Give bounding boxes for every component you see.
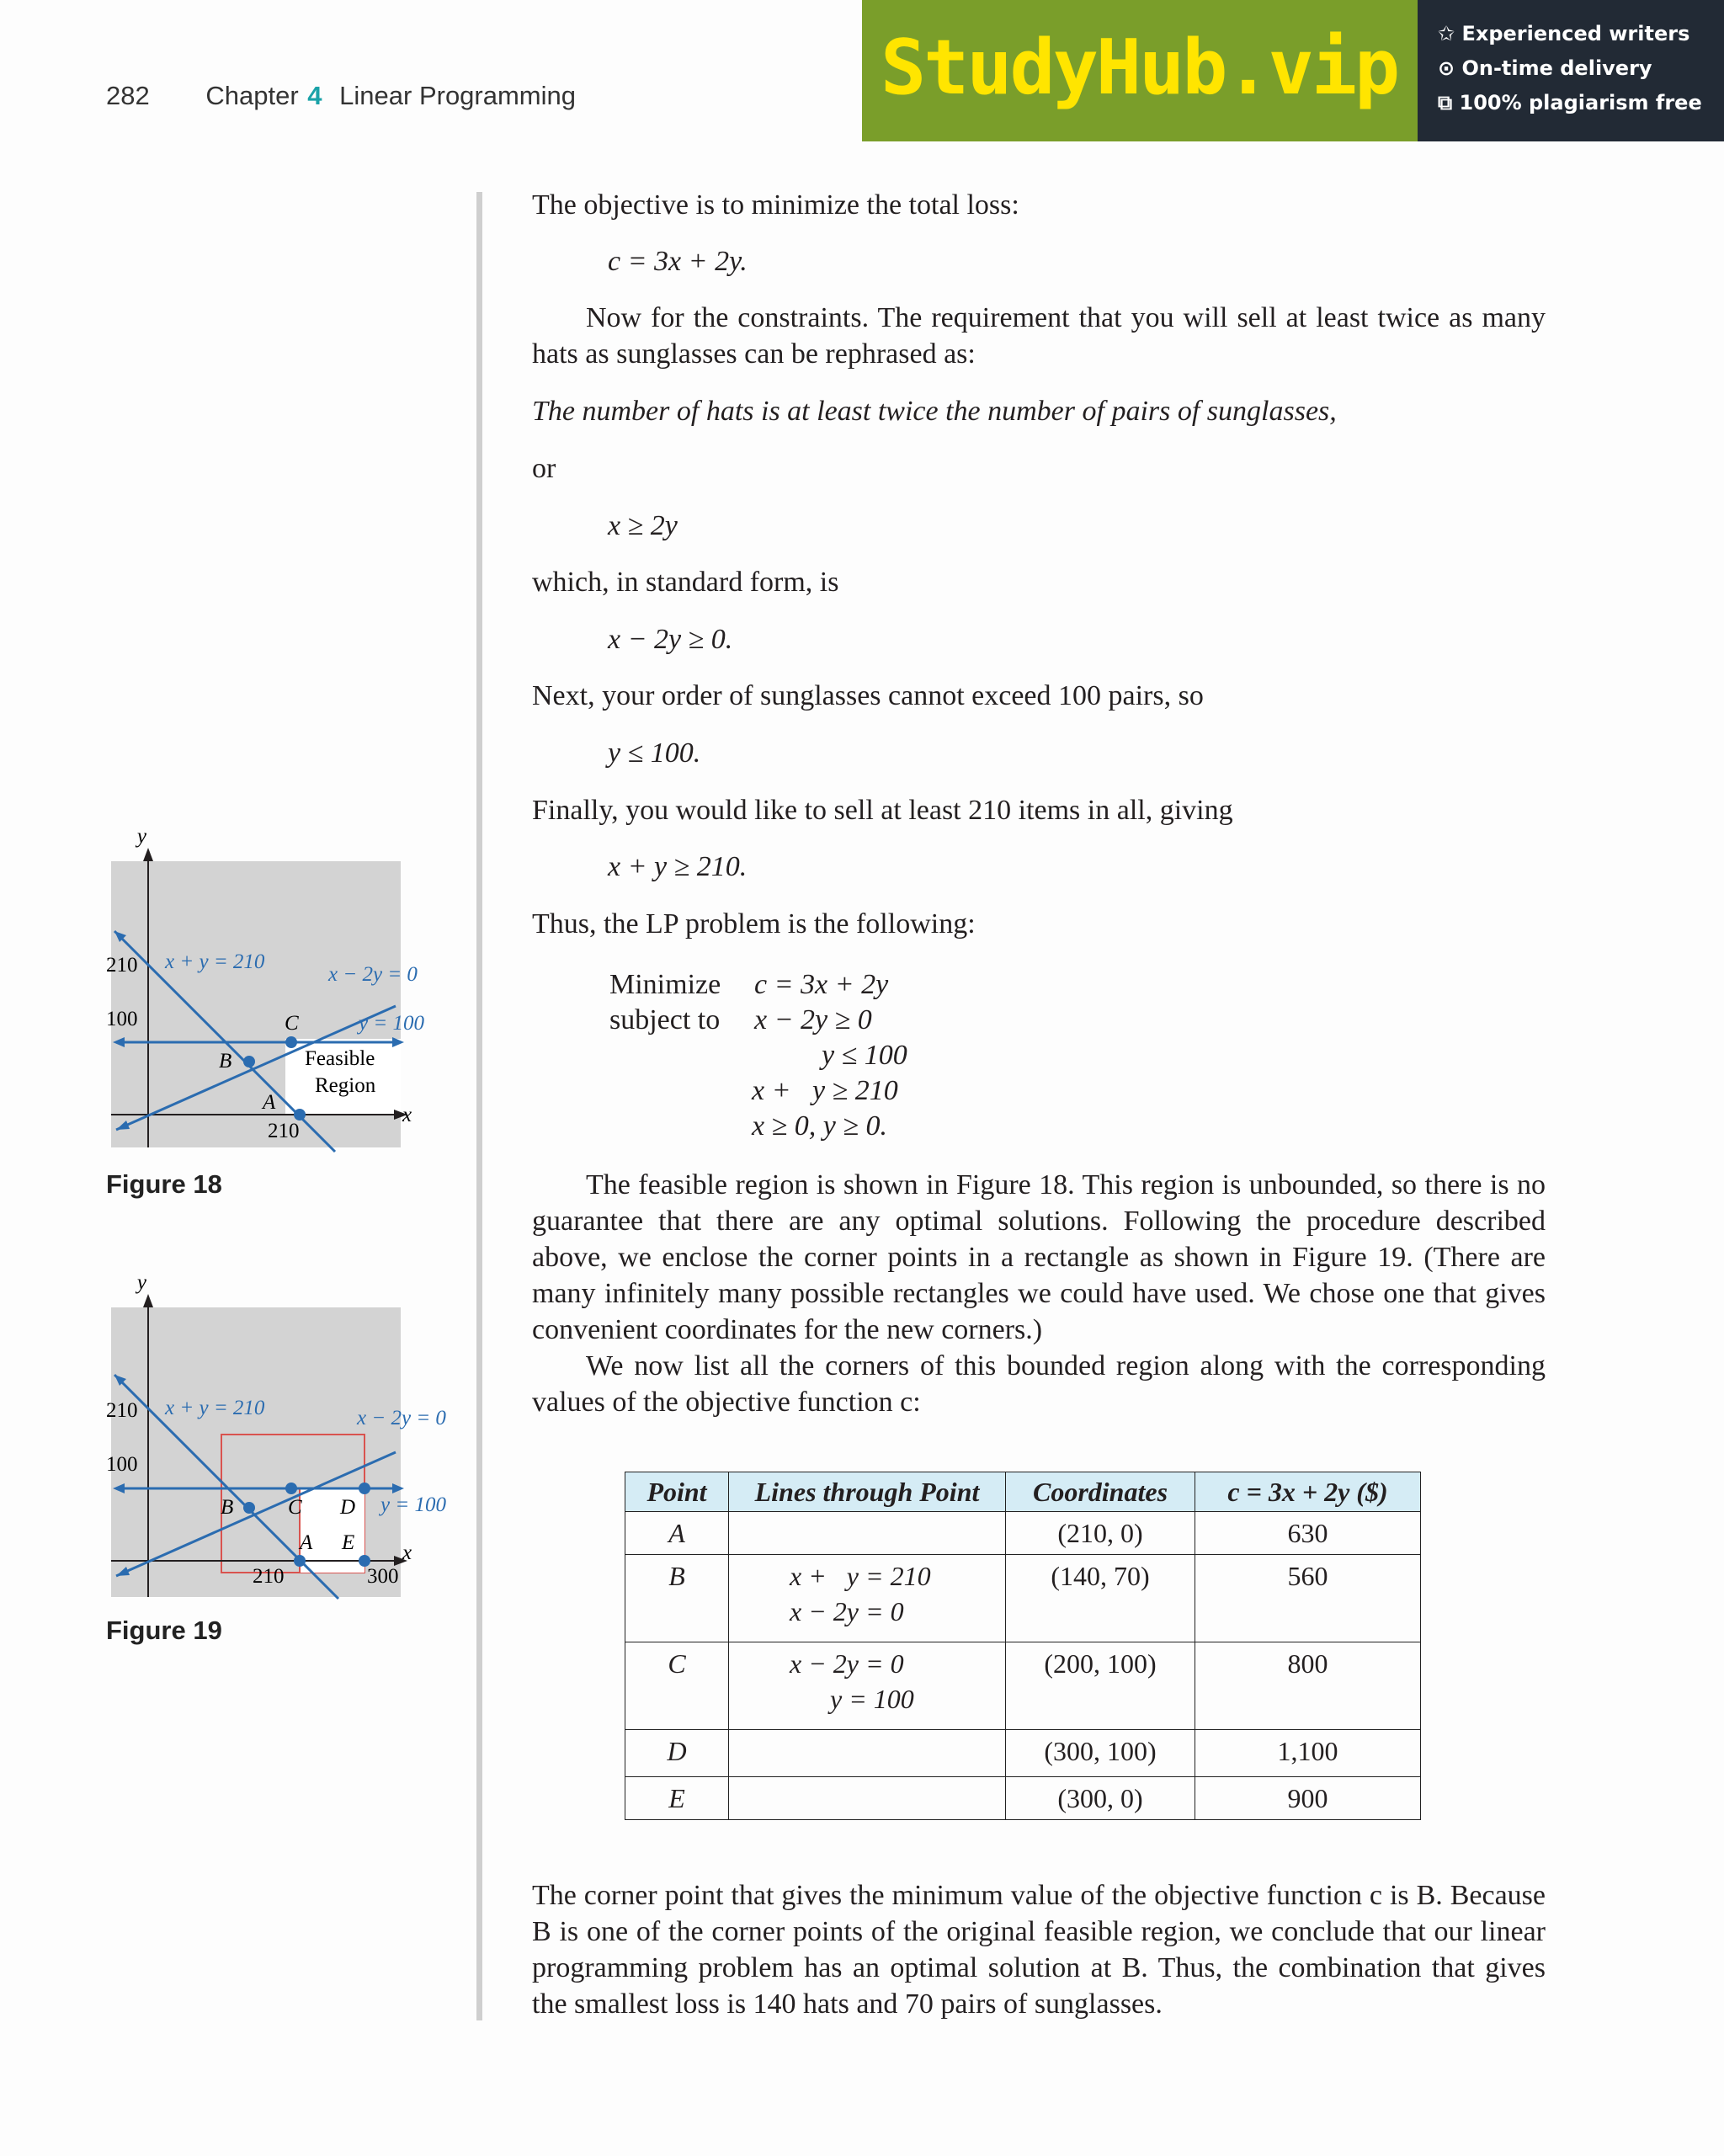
figure-19-graph	[101, 1275, 488, 1612]
chapter-number: 4	[307, 81, 322, 110]
table-row	[625, 1512, 1421, 1555]
lp-constraint-2: y ≤ 100	[822, 1040, 907, 1071]
para-feasible-region: The feasible region is shown in Figure 18. This region is unbounded, so there is no guarantee that there are any optimal solutions. Following the procedure described above, we enclose the corner points in a rectangle as shown in Figure 19. (There are many infinitely many possible rectangles we could have used. We chose one that gives convenient coordinates for the new corners.)	[532, 1169, 1546, 1345]
label-a: A	[300, 1531, 313, 1554]
point-c	[285, 1483, 297, 1494]
y-axis-arrow	[143, 1294, 153, 1307]
lp-subject-to: subject to	[609, 1004, 721, 1035]
banner-feature-delivery: ⊙ On-time delivery	[1438, 56, 1652, 80]
para-constraints: Now for the constraints. The requirement that you will sell at least twice as many hats as sunglasses can be rephrased as:	[532, 302, 1546, 370]
chapter-title: Linear Programming	[339, 81, 577, 110]
banner-brand[interactable]: StudyHub.vip	[881, 24, 1398, 112]
label-region: Region	[315, 1074, 376, 1097]
tick-210-x: 210	[253, 1565, 285, 1588]
running-header	[106, 81, 576, 111]
table-row	[625, 1642, 1421, 1730]
th-coordinates: Coordinates	[1006, 1472, 1195, 1512]
cell-point: C	[625, 1642, 729, 1730]
chapter-label: Chapter	[205, 81, 299, 110]
label-line1: x + y = 210	[165, 1397, 265, 1419]
label-line1: x + y = 210	[165, 950, 265, 973]
cell-point: A	[625, 1512, 729, 1555]
label-line2: x − 2y = 0	[328, 963, 418, 986]
axis-y-label: y	[136, 829, 146, 848]
page-number: 282	[106, 81, 150, 110]
cell-coords: (200, 100)	[1006, 1642, 1195, 1730]
point-b	[243, 1056, 255, 1067]
tick-210-x: 210	[268, 1120, 300, 1142]
figure-18-caption: Figure 18	[106, 1169, 222, 1199]
label-a: A	[263, 1091, 276, 1114]
cell-c: 1,100	[1195, 1730, 1421, 1777]
cell-line-1: x + y = 210	[790, 1561, 931, 1591]
cell-c: 900	[1195, 1777, 1421, 1820]
eq-x-ge-2y: x ≥ 2y	[608, 510, 678, 541]
table-row	[625, 1777, 1421, 1820]
cell-lines	[729, 1555, 1006, 1642]
lp-objective: c = 3x + 2y	[754, 969, 889, 1000]
cell-lines	[729, 1642, 1006, 1730]
cell-c: 800	[1195, 1642, 1421, 1730]
para-objective: The objective is to minimize the total loss:	[532, 189, 1019, 221]
axis-x-label: x	[402, 1104, 412, 1126]
point-d	[359, 1483, 370, 1494]
eq-standard: x − 2y ≥ 0.	[608, 624, 733, 655]
cell-lines	[729, 1777, 1006, 1820]
axis-y-label: y	[136, 1275, 146, 1294]
lp-constraint-4: x ≥ 0, y ≥ 0.	[752, 1110, 888, 1142]
para-or: or	[532, 453, 556, 484]
studyhub-banner[interactable]	[862, 0, 1724, 141]
label-feasible: Feasible	[305, 1047, 375, 1070]
label-e: E	[342, 1531, 355, 1554]
cell-line-2: y = 100	[790, 1684, 914, 1714]
label-d: D	[340, 1496, 356, 1519]
th-point: Point	[625, 1472, 729, 1512]
label-line3: y = 100	[359, 1012, 424, 1035]
cell-coords: (300, 0)	[1006, 1777, 1195, 1820]
point-a	[294, 1555, 306, 1567]
table-row	[625, 1555, 1421, 1642]
point-a	[294, 1109, 306, 1121]
cell-lines	[729, 1730, 1006, 1777]
label-b: B	[221, 1496, 234, 1519]
cell-lines	[729, 1512, 1006, 1555]
lp-constraint-1: x − 2y ≥ 0	[754, 1004, 872, 1035]
table-header-row	[625, 1472, 1421, 1512]
tick-100-y: 100	[106, 1008, 138, 1030]
figure-18-graph	[101, 829, 488, 1158]
label-c: C	[285, 1012, 299, 1035]
cell-coords: (140, 70)	[1006, 1555, 1195, 1642]
tick-300-x: 300	[367, 1565, 399, 1588]
eq-y-le-100: y ≤ 100.	[608, 737, 701, 769]
para-hats-statement: The number of hats is at least twice the number of pairs of sunglasses,	[532, 396, 1337, 427]
eq-x-plus-y: x + y ≥ 210.	[608, 851, 748, 882]
label-line2: x − 2y = 0	[357, 1407, 446, 1429]
cell-point: B	[625, 1555, 729, 1642]
figure-19-caption: Figure 19	[106, 1616, 222, 1645]
para-conclusion: The corner point that gives the minimum value of the objective function c is B. Because B is one of the corner points of the original feasible region, we conclude that our linear programming problem has an optimal solution at B. Thus, the combination that gives the smallest loss is 140 hats and 70 pairs of sunglasses.	[532, 1880, 1546, 2020]
cell-line-2: x − 2y = 0	[790, 1596, 904, 1626]
th-objective: c = 3x + 2y ($)	[1195, 1472, 1421, 1512]
banner-feature-plagiarism: ⧉ 100% plagiarism free	[1438, 91, 1702, 114]
label-line3: y = 100	[380, 1493, 446, 1516]
lp-constraint-3: x + y ≥ 210	[752, 1075, 898, 1106]
th-lines: Lines through Point	[729, 1472, 1006, 1512]
para-standard-form: which, in standard form, is	[532, 567, 839, 598]
label-b: B	[219, 1050, 232, 1073]
cell-c: 560	[1195, 1555, 1421, 1642]
tick-100-y: 100	[106, 1453, 138, 1476]
cell-c: 630	[1195, 1512, 1421, 1555]
corner-points-table	[625, 1472, 1421, 1820]
point-c	[285, 1036, 297, 1048]
tick-210-y: 210	[106, 1399, 138, 1422]
eq-objective: c = 3x + 2y.	[608, 246, 748, 277]
cell-coords: (210, 0)	[1006, 1512, 1195, 1555]
cell-point: D	[625, 1730, 729, 1777]
y-axis-arrow	[143, 848, 153, 861]
axis-x-label: x	[402, 1541, 412, 1564]
table-row	[625, 1730, 1421, 1777]
para-sunglasses: Next, your order of sunglasses cannot exceed 100 pairs, so	[532, 680, 1204, 711]
cell-point: E	[625, 1777, 729, 1820]
lp-minimize: Minimize	[609, 969, 721, 1000]
cell-coords: (300, 100)	[1006, 1730, 1195, 1777]
tick-210-y: 210	[106, 954, 138, 977]
banner-feature-writers: ✩ Experienced writers	[1438, 22, 1690, 45]
para-items: Finally, you would like to sell at least 210 items in all, giving	[532, 795, 1233, 826]
para-lp-intro: Thus, the LP problem is the following:	[532, 908, 976, 940]
point-b	[243, 1502, 255, 1514]
para-list-corners: We now list all the corners of this bounded region along with the corresponding values of the objective function c:	[532, 1350, 1546, 1418]
cell-line-1: x − 2y = 0	[790, 1648, 904, 1679]
label-c: C	[288, 1496, 302, 1519]
